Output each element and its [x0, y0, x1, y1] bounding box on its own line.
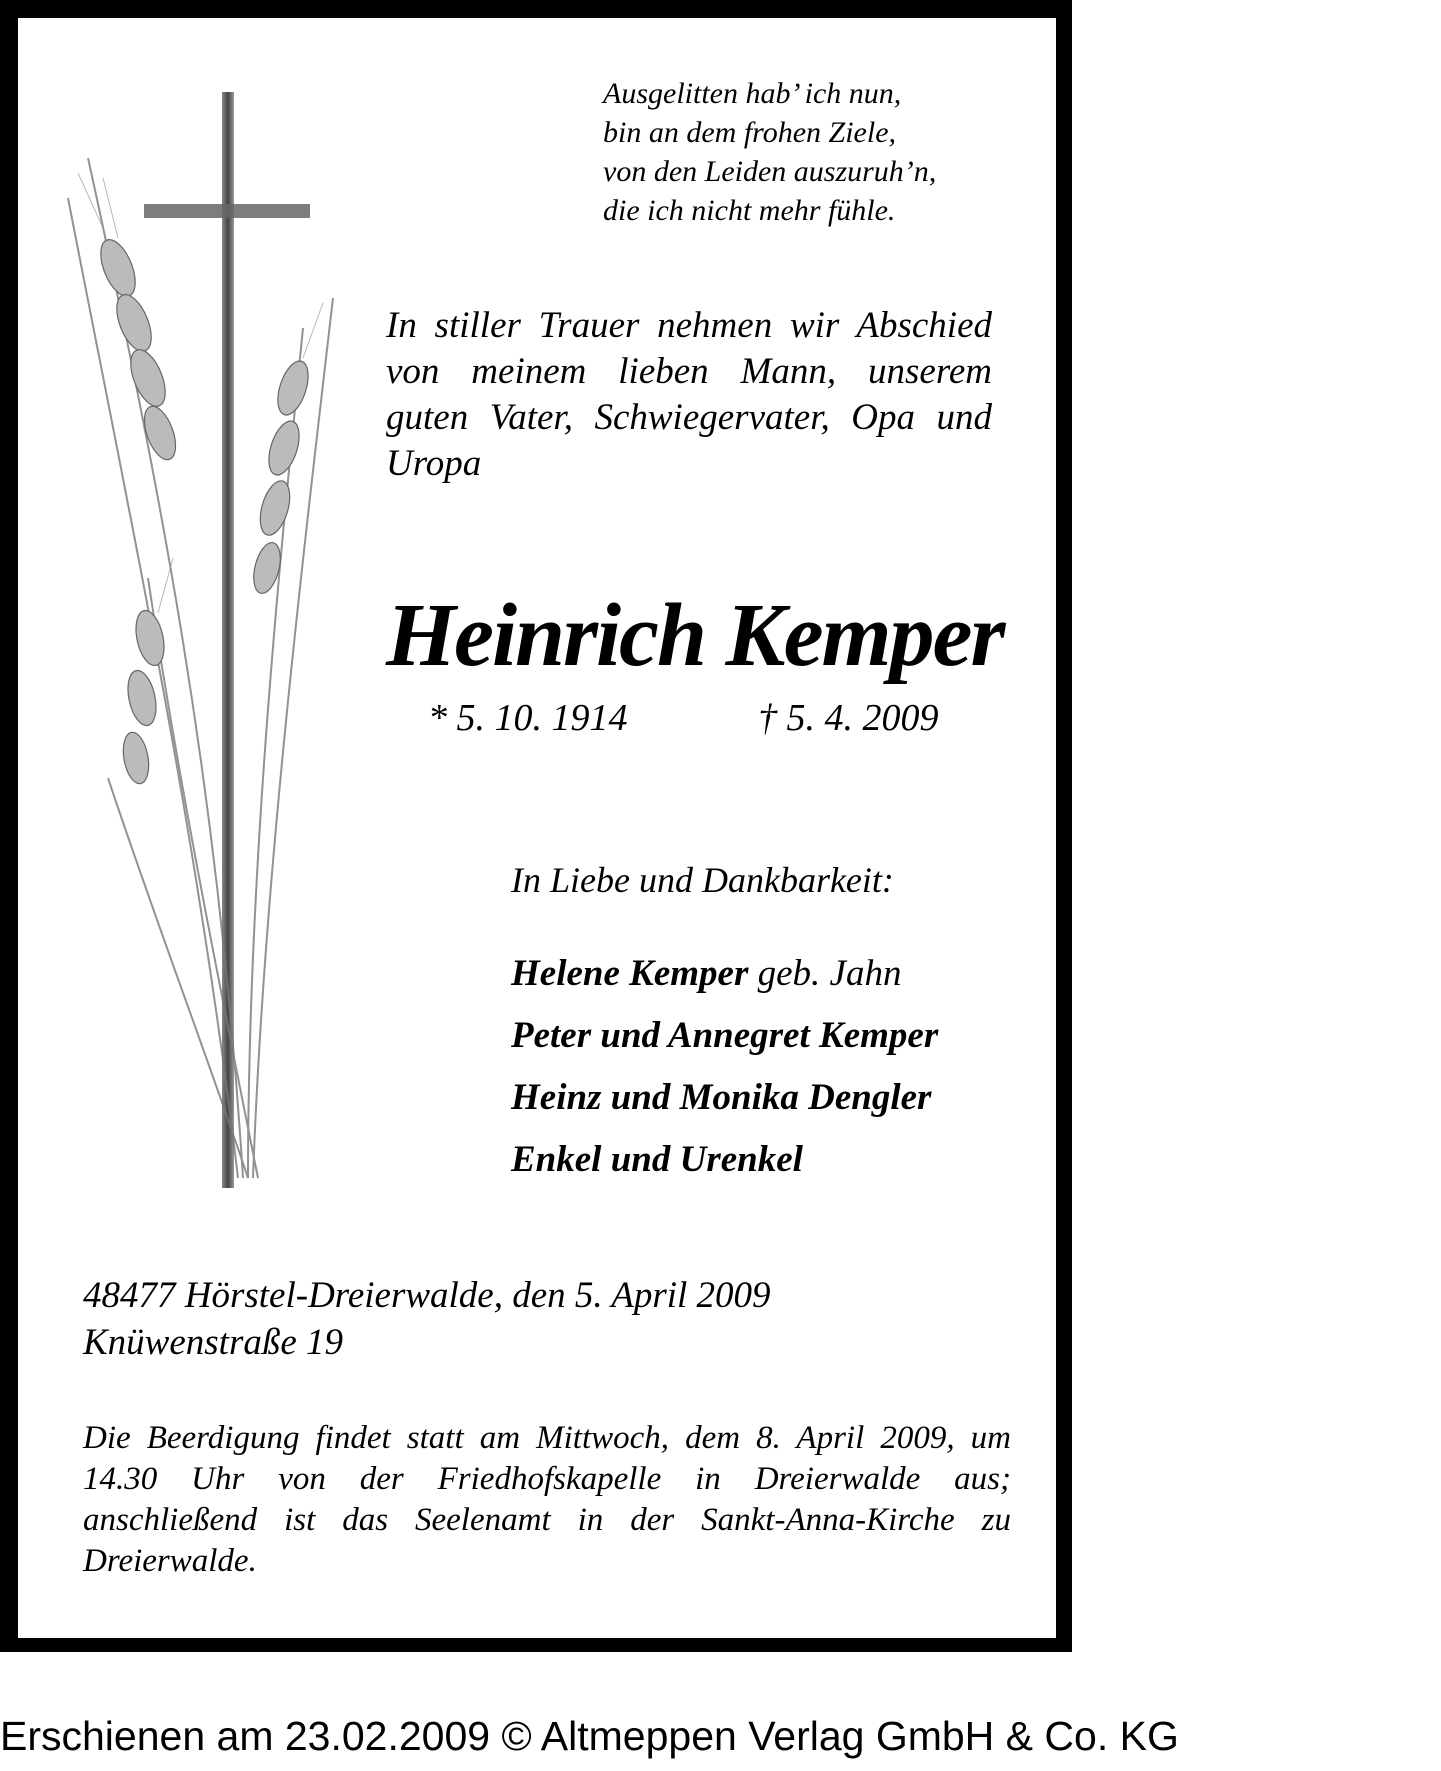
- mourner-line: [511, 943, 1071, 1005]
- address-block: [83, 1272, 771, 1366]
- publication-credit: Erschienen am 23.02.2009 © Altmeppen Verlag GmbH & Co. KG: [0, 1713, 1179, 1759]
- mourner-name: Peter und Annegret Kemper: [511, 1015, 939, 1056]
- deceased-name: Heinrich Kemper: [386, 586, 1004, 685]
- poem-line: die ich nicht mehr fühle.: [603, 194, 896, 227]
- cross-with-wheat-icon: [48, 78, 368, 1188]
- poem-line: Ausgelitten hab’ ich nun,: [603, 77, 902, 110]
- death-date: † 5. 4. 2009: [758, 697, 939, 739]
- poem-line: von den Leiden auszuruh’n,: [603, 155, 937, 188]
- mourner-line: [511, 1129, 1071, 1191]
- mourner-line: [511, 1067, 1071, 1129]
- obituary-card: [18, 18, 1056, 1638]
- mourner-line: [511, 1005, 1071, 1067]
- mourner-name: Enkel und Urenkel: [511, 1139, 803, 1180]
- street-address: Knüwenstraße 19: [83, 1322, 344, 1363]
- birth-date: * 5. 10. 1914: [428, 697, 628, 739]
- mourner-name: Helene Kemper: [511, 953, 749, 994]
- mourner-name: Heinz und Monika Dengler: [511, 1077, 932, 1118]
- mourners-list: [511, 943, 1071, 1191]
- place-date: 48477 Hörstel-Dreierwalde, den 5. April 2009: [83, 1275, 771, 1316]
- poem: [603, 74, 1033, 230]
- mourner-suffix: geb. Jahn: [748, 953, 902, 994]
- thanks-line: In Liebe und Dankbarkeit:: [511, 860, 894, 900]
- intro-text: In stiller Trauer nehmen wir Abschied von meinem lieben Mann, unserem guten Vater, Schwiegervater, Opa und Uropa: [386, 305, 992, 484]
- funeral-info: Die Beerdigung findet statt am Mittwoch, dem 8. April 2009, um 14.30 Uhr von der Friedhofskapelle in Dreierwalde aus; anschließend ist das Seelenamt in der Sankt-Anna-Kirche zu Dreierwalde.: [83, 1420, 1011, 1579]
- poem-line: bin an dem frohen Ziele,: [603, 116, 897, 149]
